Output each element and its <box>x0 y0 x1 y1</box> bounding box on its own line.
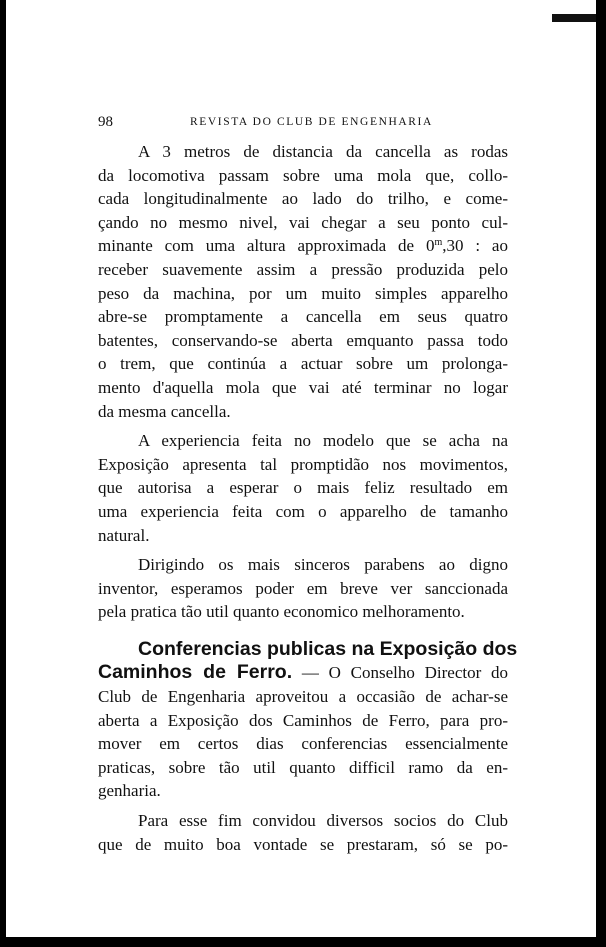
paragraph-convidou <box>98 809 508 856</box>
text-line: receber suavemente assim a pressão produzida pelo <box>98 259 508 279</box>
text-line: Exposição apresenta tal promptidão nos movimentos, <box>98 454 508 474</box>
text-line: batentes, conservando-se aberta emquanto passa todo <box>98 330 508 350</box>
text-line: da locomotiva passam sobre uma mola que, collo- <box>98 165 508 185</box>
text-line: que de muito boa vontade se prestaram, só se po- <box>98 834 508 854</box>
text-line: cada longitudinalmente ao lado do trilho, e come- <box>98 189 508 209</box>
text-line-with-title <box>98 661 508 685</box>
text-line: natural. <box>98 525 150 545</box>
text-line: aberta a Exposição dos Caminhos de Ferro, para pro- <box>98 710 508 730</box>
text-line: abre-se promptamente a cancella em seus quatro <box>98 307 508 327</box>
section-title: Conferencias publicas na Exposição dos <box>138 637 518 660</box>
text-line: uma experiencia feita com o apparelho de tamanho <box>98 501 508 521</box>
running-head <box>98 114 508 134</box>
text-line: A 3 metros de distancia da cancella as rodas <box>138 142 508 161</box>
journal-title: REVISTA DO CLUB DE ENGENHARIA <box>190 116 433 128</box>
text-line: Para esse fim convidou diversos socios do Club <box>138 811 508 831</box>
text-line: A experiencia feita no modelo que se acha na <box>138 431 508 451</box>
text-line: peso da machina, por um muito simples apparelho <box>98 283 508 303</box>
text-line: mento d'aquella mola que vai até terminar no logar <box>98 377 508 397</box>
text-fragment: ,30 : ao <box>442 236 508 256</box>
text-line: Club de Engenharia aproveitou a occasião de achar-se <box>98 687 508 707</box>
text-line: que autorisa a esperar o mais feliz resultado em <box>98 478 508 498</box>
page-number: 98 <box>98 114 113 130</box>
text-line: da mesma cancella. <box>98 401 231 421</box>
text-line: genharia. <box>98 781 161 801</box>
body-text <box>98 140 518 862</box>
paragraph-experiencia <box>98 429 508 547</box>
text-line: praticas, sobre tão util quanto difficil ramo da en- <box>98 757 508 777</box>
text-line: o trem, que continúa a actuar sobre um prolonga- <box>98 354 508 374</box>
text-line: inventor, esperamos poder em breve ver sanccionada <box>98 578 508 598</box>
text-fragment: minante com uma altura approximada de 0 <box>98 236 435 256</box>
paragraph-parabens <box>98 553 508 624</box>
section-title-continued: Caminhos de Ferro. <box>98 661 293 684</box>
text-line: mover em certos dias conferencias essencialmente <box>98 734 508 754</box>
text-fragment: — O Conselho Director do <box>301 663 509 683</box>
text-line-measure <box>98 234 508 258</box>
measure-superscript: m <box>434 237 443 249</box>
paragraph-cancella-mechanism <box>98 140 508 423</box>
section-conferencias <box>98 637 518 803</box>
text-line: Dirigindo os mais sinceros parabens ao digno <box>138 555 508 575</box>
scan-edge-mark <box>552 14 596 22</box>
text-line: pela pratica tão util quanto economico melhoramento. <box>98 602 465 622</box>
document-page <box>6 0 596 937</box>
text-line: çando no mesmo nivel, vai chegar a seu ponto cul- <box>98 212 508 232</box>
